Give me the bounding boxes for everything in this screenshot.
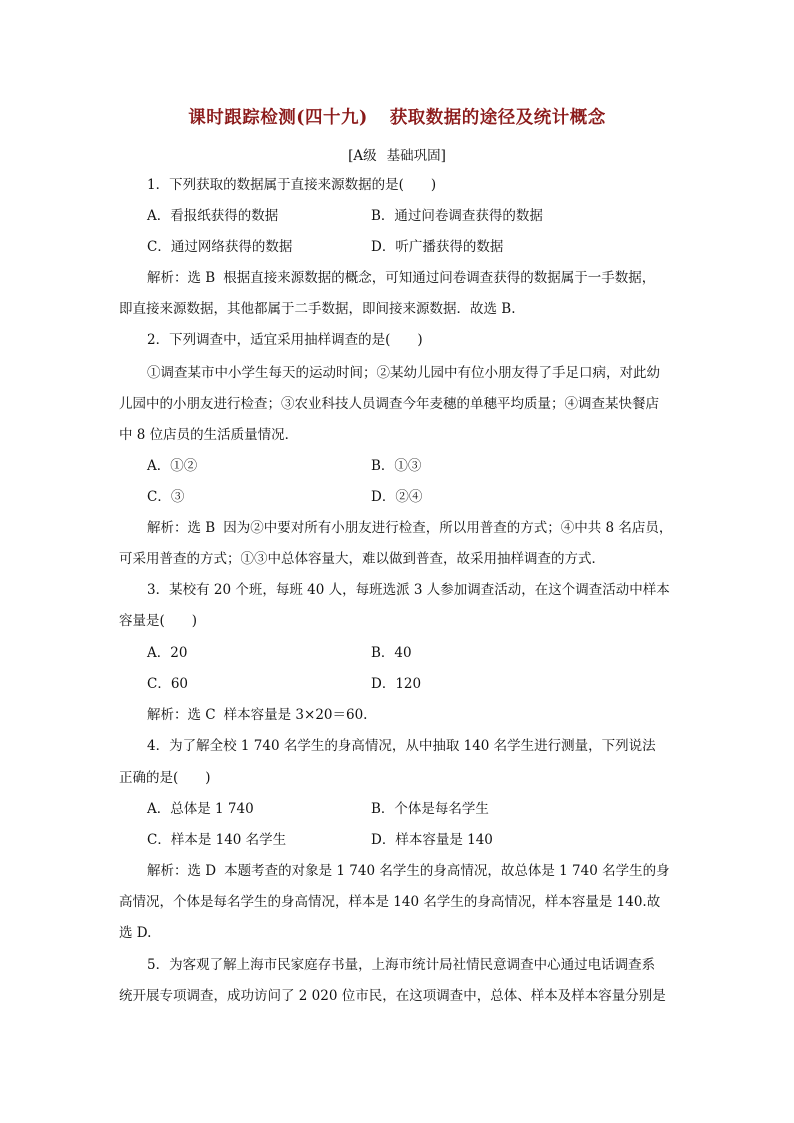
q1-option-c: C．通过网络获得的数据 <box>147 239 293 255</box>
q2-option-d: D．②④ <box>371 489 423 505</box>
q2-answer-head: 解析：选 B <box>147 520 216 536</box>
q2-answer-line-2: 可采用普查的方式；①③中总体容量大，难以做到普查，故采用抽样调查的方式． <box>119 551 605 567</box>
q3-answer-line-1 <box>147 705 367 725</box>
q4-option-d: D．样本容量是 140 <box>371 832 493 848</box>
q3-answer-head: 解析：选 C <box>147 707 216 723</box>
q4-option-b: B．个体是每名学生 <box>371 801 489 817</box>
q3-option-b: B．40 <box>371 645 412 661</box>
level-label: [A级 <box>348 148 377 164</box>
q1-answer-line-1 <box>147 268 655 288</box>
q5-stem-line-2: 统开展专项调查，成功访问了 2 020 位市民，在这项调查中，总体、样本及样本容量分别是 <box>119 988 666 1004</box>
q4-answer-line-3: 选 D. <box>119 925 152 941</box>
title-sub: 获取数据的途径及统计概念 <box>389 108 606 128</box>
q3-answer-text: 样本容量是 3×20＝60. <box>223 707 368 723</box>
q1-stem: 1．下列获取的数据属于直接来源数据的是( ) <box>147 177 437 193</box>
q1-answer-text: 根据直接来源数据的概念，可知通过问卷调查获得的数据属于一手数据， <box>223 270 656 286</box>
q3-option-a: A．20 <box>147 645 188 661</box>
q3-stem-line-1: 3．某校有 20 个班，每班 40 人，每班选派 3 人参加调查活动，在这个调查活动中样本 <box>147 582 670 598</box>
q1-option-a: A．看报纸获得的数据 <box>147 208 279 224</box>
q2-answer-line-1 <box>147 518 672 538</box>
level-heading <box>0 144 794 164</box>
page-title <box>0 104 794 129</box>
q1-option-b: B．通过问卷调查获得的数据 <box>371 208 543 224</box>
q1-option-d: D．听广播获得的数据 <box>371 239 504 255</box>
q4-stem-line-1: 4．为了解全校 1 740 名学生的身高情况，从中抽取 140 名学生进行测量，下列说法 <box>147 738 656 754</box>
q1-answer-head: 解析：选 B <box>147 270 216 286</box>
q5-stem-line-1: 5．为客观了解上海市民家庭存书量，上海市统计局社情民意调查中心通过电话调查系 <box>147 957 656 973</box>
q4-stem-line-2: 正确的是( ) <box>119 770 211 786</box>
level-name: 基础巩固] <box>386 148 446 164</box>
q2-option-a: A．①② <box>147 458 198 474</box>
q4-answer-head: 解析：选 D <box>147 863 217 879</box>
q1-answer-line-2: 即直接来源数据，其他都属于二手数据，即间接来源数据．故选 B. <box>119 301 516 317</box>
q2-option-c: C．③ <box>147 489 185 505</box>
q3-stem-line-2: 容量是( ) <box>119 613 198 629</box>
q2-answer-text: 因为②中要对所有小朋友进行检查，所以用普查的方式；④中共 8 名店员， <box>223 520 673 536</box>
q3-option-c: C．60 <box>147 676 189 692</box>
q4-answer-line-2: 高情况，个体是每名学生的身高情况，样本是 140 名学生的身高情况，样本容量是 140.故 <box>119 894 661 910</box>
q2-option-b: B．①③ <box>371 458 422 474</box>
q4-answer-text: 本题考查的对象是 1 740 名学生的身高情况，故总体是 1 740 名学生的身 <box>224 863 670 879</box>
q3-option-d: D．120 <box>371 676 422 692</box>
title-main: 课时跟踪检测(四十九) <box>188 108 368 128</box>
q2-text-line-1: ①调查某市中小学生每天的运动时间；②某幼儿园中有位小朋友得了手足口病，对此幼 <box>147 365 660 381</box>
q2-text-line-3: 中 8 位店员的生活质量情况． <box>119 427 299 443</box>
q4-answer-line-1 <box>147 861 670 881</box>
q4-option-c: C．样本是 140 名学生 <box>147 832 287 848</box>
q4-option-a: A．总体是 1 740 <box>147 801 254 817</box>
q2-stem: 2．下列调查中，适宜采用抽样调查的是( ) <box>147 332 423 348</box>
q2-text-line-2: 儿园中的小朋友进行检查；③农业科技人员调查今年麦穗的单穗平均质量；④调查某快餐店 <box>119 396 659 412</box>
